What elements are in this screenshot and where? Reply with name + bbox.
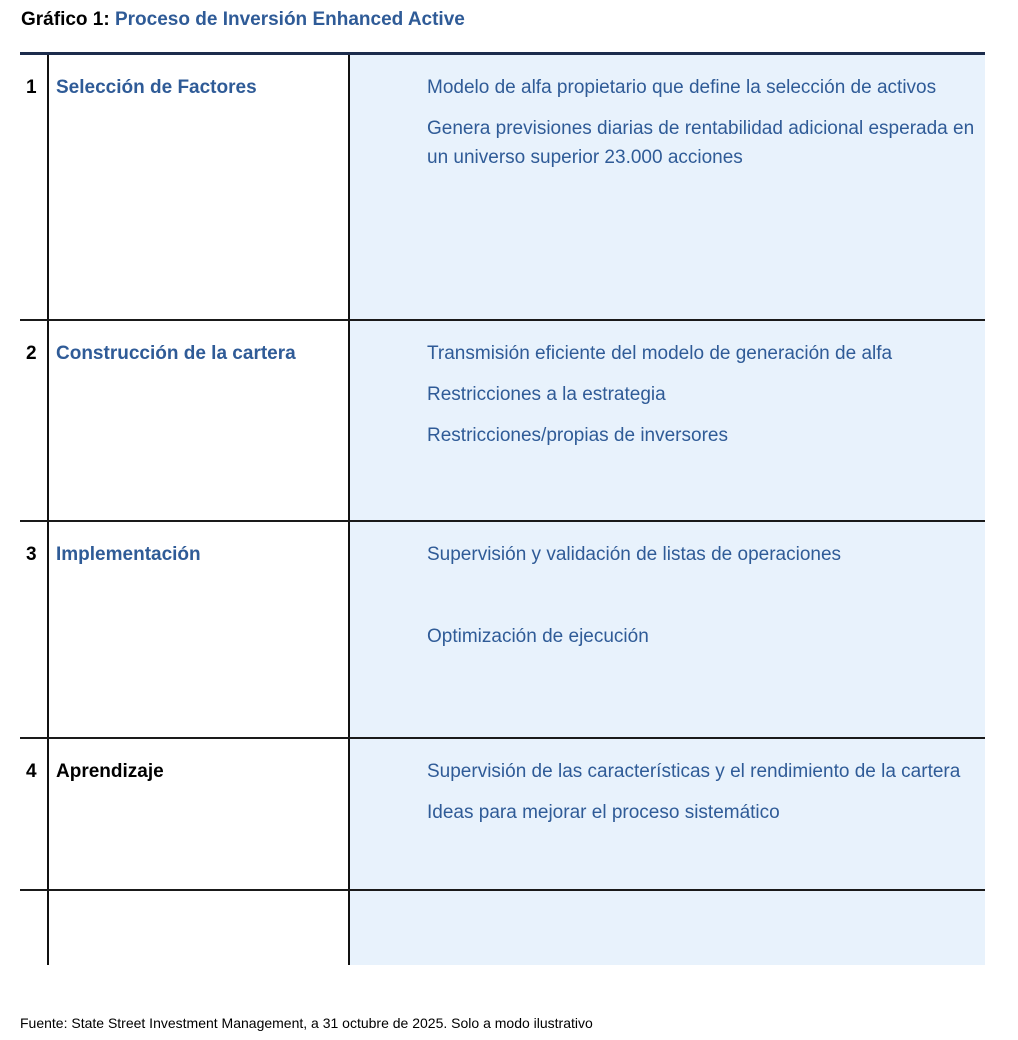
step-number: 3 — [26, 544, 37, 565]
column-divider — [348, 55, 350, 965]
figure-title — [21, 9, 465, 31]
number-divider — [47, 55, 49, 965]
step-number: 2 — [26, 343, 37, 364]
step-item: Genera previsiones diarias de rentabilidad adicional esperada en un universo superior 23.000 acciones — [427, 118, 975, 168]
step-label: Aprendizaje — [56, 761, 164, 782]
step-items — [427, 540, 987, 663]
step-item: Optimización de ejecución — [427, 626, 649, 647]
step-items — [427, 73, 987, 184]
step-number: 4 — [26, 761, 37, 782]
step-item: Transmisión eficiente del modelo de generación de alfa — [427, 343, 893, 364]
figure-title-prefix: Gráfico 1: — [21, 9, 110, 30]
step-item: Supervisión de las características y el rendimiento de la cartera — [427, 761, 961, 782]
figure-title-text: Proceso de Inversión Enhanced Active — [114, 9, 465, 30]
step-item: Modelo de alfa propietario que define la selección de activos — [427, 77, 937, 98]
row-divider — [20, 319, 985, 321]
step-number: 1 — [26, 77, 37, 98]
step-item: Ideas para mejorar el proceso sistemático — [427, 802, 780, 823]
source-footnote: Fuente: State Street Investment Management, a 31 octubre de 2025. Solo a modo ilustrativo — [20, 1015, 593, 1031]
step-item: Supervisión y validación de listas de operaciones — [427, 544, 842, 565]
step-label: Implementación — [56, 544, 201, 565]
top-rule — [20, 52, 985, 55]
step-label: Selección de Factores — [56, 77, 257, 98]
process-table — [20, 52, 985, 965]
step-items — [427, 339, 987, 462]
step-item: Restricciones a la estrategia — [427, 384, 666, 405]
step-label: Construcción de la cartera — [56, 343, 296, 364]
step-item: Restricciones/propias de inversores — [427, 425, 728, 446]
row-divider — [20, 520, 985, 522]
row-divider — [20, 889, 985, 891]
step-items — [427, 757, 987, 839]
row-divider — [20, 737, 985, 739]
